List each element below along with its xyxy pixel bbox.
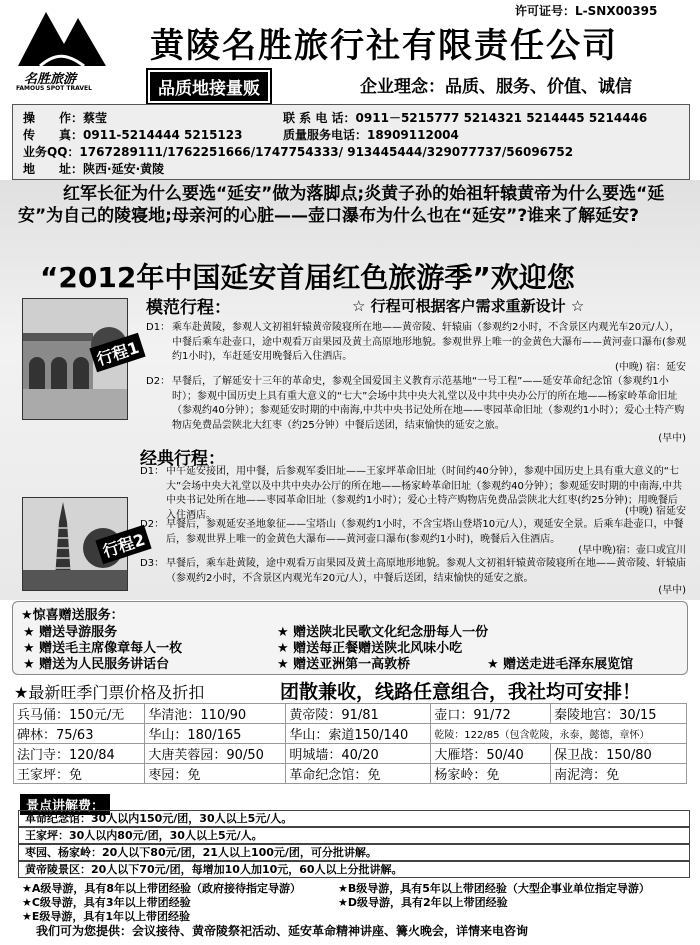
classic-day3-end: (早中) — [658, 585, 686, 596]
table-cell: 大唐芙蓉园：90/50 — [145, 744, 286, 764]
gift-services-box — [12, 601, 688, 675]
table-cell: 王家坪：免 — [14, 764, 145, 784]
quality-value: 18909112004 — [367, 128, 459, 142]
table-row — [14, 724, 687, 744]
address-row — [23, 160, 164, 177]
table-row — [14, 704, 687, 724]
fax-value: 0911-5214444 5215123 — [83, 128, 243, 142]
fax-label: 传 真： — [23, 128, 84, 142]
classic-day2-end: (早中晚)宿：壶口或宜川 — [578, 545, 686, 556]
gift-item: ★ 赠送导游服务 — [23, 625, 118, 640]
company-name: 黄陵名胜旅行社有限责任公司 — [150, 26, 618, 66]
table-cell: 明城墙：40/20 — [286, 744, 431, 764]
table-cell: 黄帝陵：91/81 — [286, 704, 431, 724]
table-cell: 壶口：91/72 — [431, 704, 551, 724]
ticket-price-table — [13, 703, 687, 784]
quality-label: 质量服务电话： — [283, 128, 368, 142]
operator-row — [23, 109, 107, 126]
fax-row — [23, 126, 242, 143]
qq-label: 业务QQ： — [23, 145, 80, 159]
operator-label: 操 作： — [23, 111, 84, 125]
model-day1-end: (中晚) 宿：延安 — [615, 362, 686, 373]
intro-paragraph — [18, 183, 690, 227]
ticket-price-title: ★最新旺季门票价格及折扣 — [14, 683, 205, 702]
company-logo — [6, 4, 138, 96]
table-cell: 杨家岭：免 — [431, 764, 551, 784]
phone-value: 0911－5215777 5214321 5214445 5214446 — [355, 111, 648, 125]
gift-item: ★ 赠送走进毛泽东展览馆 — [487, 657, 634, 672]
guide-level-a: ★A级导游，具有8年以上带团经验（政府接待指定导游） — [22, 882, 302, 895]
custom-design-note: ☆ 行程可根据客户需求重新设计 ☆ — [352, 297, 585, 315]
operator-value: 蔡莹 — [83, 111, 108, 125]
quality-row — [283, 126, 459, 143]
tag-itinerary-1: 行程1 — [89, 333, 145, 373]
gift-item: ★ 赠送陕北民歌文化纪念册每人一份 — [277, 625, 489, 640]
table-cell: 华山：索道150/140 — [286, 724, 431, 744]
phone-row — [283, 109, 647, 126]
table-cell: 秦陵地宫：30/15 — [551, 704, 687, 724]
group-slogan: 团散兼收，线路任意组合，我社均可安排！ — [280, 681, 642, 703]
guide-level-c: ★C级导游，具有3年以上带团经验 — [22, 896, 191, 909]
classic-day1-text: 中午延安接团，用中餐，后参观军委旧址——王家坪革命旧址（时间约40分钟），参观中国历史上具有重大意义的“七大”会场中央大礼堂以及中共中央办公厅的所在地——杨家岭革命旧址（参观约40分钟）；参观延安时期的中南海,中共中央书记处所在地——枣园革命旧址（参观约1小时）；爱心土特产购物店免费品尝陕北大红枣(约25分钟)；用晚餐后入住酒店。 — [166, 466, 683, 521]
table-cell: 华山：180/165 — [145, 724, 286, 744]
table-row — [14, 744, 687, 764]
table-cell: 乾陵：122/85（包含乾陵，永泰，懿德，章怀） — [431, 724, 687, 744]
table-cell: 法门寺：120/84 — [14, 744, 145, 764]
table-row — [14, 764, 687, 784]
logo-text: 名胜旅游 — [24, 72, 77, 87]
business-philosophy: 企业理念：品质、服务、价值、诚信 — [360, 77, 632, 97]
model-day2-end: (早中) — [658, 433, 686, 444]
guide-level-b: ★B级导游，具有5年以上带团经验（大型企事业单位指定导游） — [338, 882, 650, 895]
phone-label: 联 系 电 话： — [283, 111, 356, 125]
classic-day2-label: D2： — [140, 519, 165, 530]
guide-fee-title: 景点讲解费： — [20, 794, 110, 815]
table-cell: 兵马俑：150元/无 — [14, 704, 145, 724]
gifts-title: ★惊喜赠送服务： — [21, 608, 124, 623]
gift-item: ★ 赠送亚洲第一高敦桥 — [277, 657, 411, 672]
guide-fee-row: 王家坪：30人以内80元/团，30人以上5元/人。 — [18, 827, 690, 844]
headline: “2012年中国延安首届红色旅游季”欢迎您 — [40, 261, 575, 294]
classic-day2-text: 早餐后，参观延安圣地象征——宝塔山（参观约1小时，不含宝塔山登塔10元/人），观延安全景。后乘车赴壶口，中餐后，参观世界上唯一的金黄色大瀑布——黄河壶口瀑布(参观约1小时)，晚餐后入住酒店。 — [166, 519, 684, 545]
gift-item: ★ 赠送为人民服务讲话台 — [23, 657, 170, 672]
classic-day1-end: (中晚) 宿延安 — [625, 506, 686, 517]
guide-level-d: ★D级导游，具有2年以上带团经验 — [338, 896, 508, 909]
model-day1 — [146, 321, 686, 365]
table-cell: 华清池：110/90 — [145, 704, 286, 724]
guide-fee-row: 革命纪念馆：30人以内150元/团，30人以上5元/人。 — [18, 810, 690, 827]
table-cell: 大雁塔：50/40 — [431, 744, 551, 764]
contact-panel — [12, 104, 690, 180]
address-value: 陕西·延安·黄陵 — [83, 162, 165, 176]
model-day1-label: D1： — [146, 322, 171, 333]
classic-day2 — [140, 518, 686, 547]
model-day2 — [146, 375, 686, 433]
classic-day3-text: 早餐后，乘车赴黄陵，途中观看万亩果园及黄土高原地形地貌。参观人文初祖轩辕黄帝陵寝所在地——黄帝陵、轩辕庙（参观约2小时，不含景区内观光车20元/人），中餐后送团，结束愉快的延安之旅。 — [166, 558, 686, 584]
model-day2-label: D2： — [146, 376, 171, 387]
slogan-badge: 品质地接量贩 — [148, 70, 270, 103]
table-cell: 枣园：免 — [145, 764, 286, 784]
table-cell: 革命纪念馆：免 — [286, 764, 431, 784]
logo-subtext: FAMOUS SPOT TRAVEL — [16, 85, 92, 92]
tag-itinerary-2: 行程2 — [95, 525, 151, 565]
table-cell: 碑林：75/63 — [14, 724, 145, 744]
guide-fee-row: 枣园、杨家岭：20人以下80元/团，21人以上100元/团，可分批讲解。 — [18, 844, 690, 861]
intro-text: 红军长征为什么要选“延安”做为落脚点;炎黄子孙的始祖轩辕黄帝为什么要选“延安”为自己的陵寝地;母亲河的心脏——壶口瀑布为什么也在“延安”?谁来了解延安? — [18, 184, 665, 226]
classic-day3 — [140, 557, 686, 586]
address-label: 地 址： — [23, 162, 84, 176]
guide-level-e: ★E级导游，具有1年以上带团经验 — [22, 910, 191, 923]
qq-row — [23, 143, 573, 160]
model-day1-text: 乘车赴黄陵，参观人文初祖轩辕黄帝陵寝所在地——黄帝陵、轩辕庙（参观约2小时，不含景区内观光车20元/人），中餐后乘车赴壶口，途中观看万亩果园及黄土高原地形地貌。参观世界上唯一的金黄色大瀑布——黄河壶口瀑布(参观约1小时)，车赶延安用晚餐后入住酒店。 — [172, 322, 686, 362]
classic-day1-label: D1： — [140, 466, 165, 477]
gift-item: ★ 赠送毛主席像章每人一枚 — [23, 641, 183, 656]
qq-value: 1767289111/1762251666/1747754333/ 913445444/329077737/56096752 — [79, 145, 574, 159]
classic-itinerary-title: 经典行程： — [140, 449, 225, 469]
table-cell: 保卫战：150/80 — [551, 744, 687, 764]
model-itinerary-title: 模范行程： — [146, 298, 231, 318]
table-cell: 南泥湾：免 — [551, 764, 687, 784]
license-number: 许可证号：L-SNX00395 — [515, 4, 658, 18]
guide-fee-row: 黄帝陵景区：20人以下70元/团，每增加10人加10元，60人以上分批讲解。 — [18, 861, 690, 878]
model-day2-text: 早餐后，了解延安十三年的革命史，参观全国爱国主义教育示范基地“一号工程”——延安革命纪念馆（参观约1小时）；参观中国历史上具有重大意义的“七大”会场中共中央大礼堂以及中共中央办公厅的所在地——杨家岭革命旧址（参观约40分钟）；参观延安时期的中南海,中共中央书记处所在地——枣园革命旧址（参观约1小时）；爱心土特产购物店免费品尝陕北大红枣（约25分钟）中餐后送团，结束愉快的延安之旅。 — [172, 376, 685, 431]
gift-item: ★ 赠送每正餐赠送陕北风味小吃 — [277, 641, 463, 656]
services-offer: 我们可为您提供：会议接待、黄帝陵祭祀活动、延安革命精神讲座、篝火晚会，详情来电咨询 — [36, 924, 529, 938]
classic-day3-label: D3： — [140, 558, 165, 569]
